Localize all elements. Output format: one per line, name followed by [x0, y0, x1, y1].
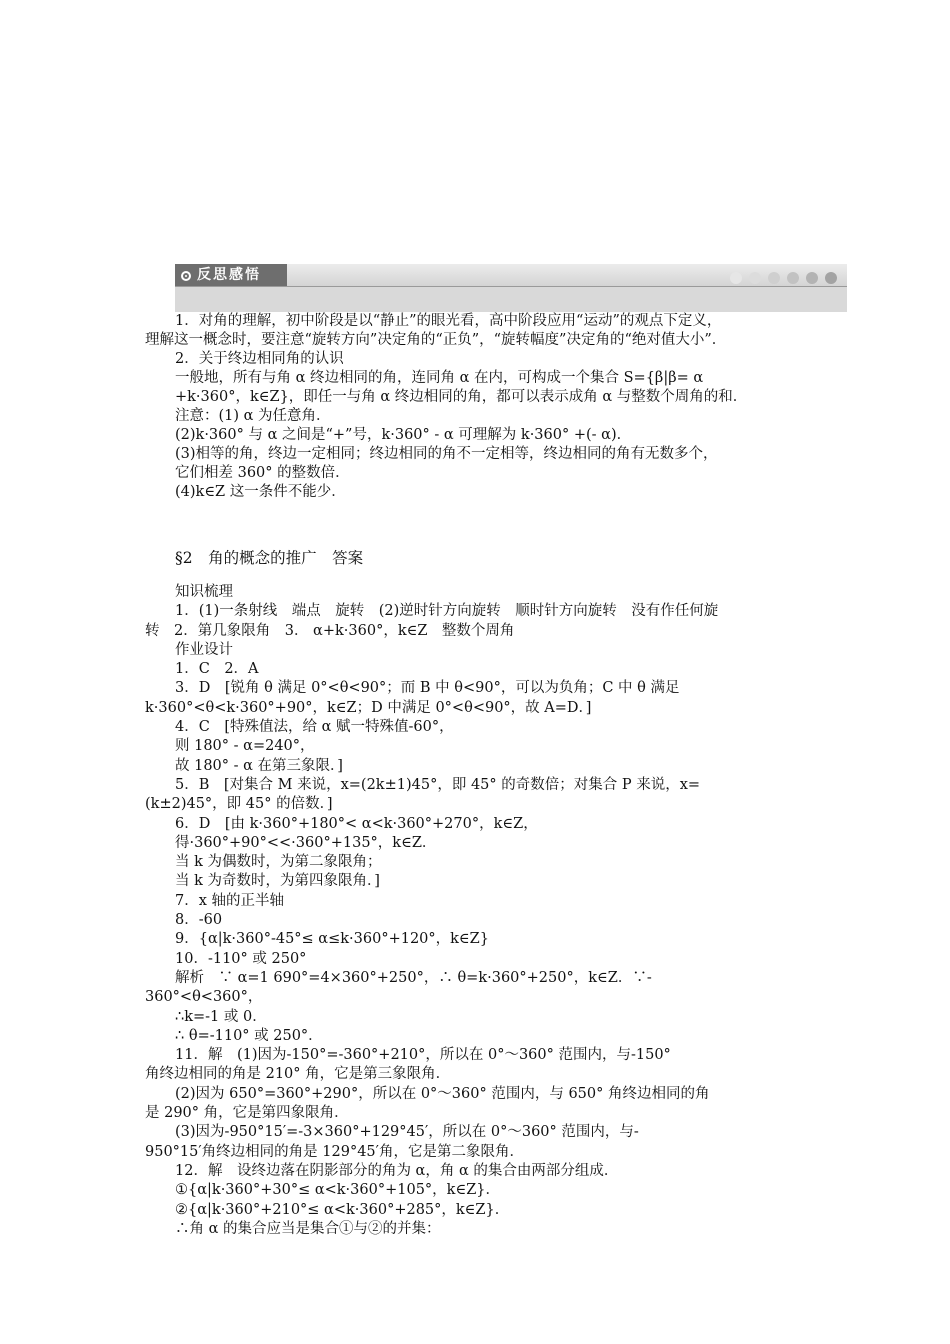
text-line: 6．D [由 k·360°+180°< α<k·360°+270°，k∈Z， [175, 815, 538, 832]
text-line: k·360°<θ<k·360°+90°，k∈Z；D 中满足 0°<θ<90°，故 A=D．] [145, 699, 592, 716]
decorative-dot [730, 272, 742, 284]
text-line: 360°<θ<360°， [145, 989, 263, 1006]
text-line: 知识梳理 [175, 584, 233, 600]
text-line: 10．-110° 或 250° [175, 950, 307, 967]
decorative-dot [787, 272, 799, 284]
text-line: 是 290° 角，它是第四象限角． [145, 1105, 349, 1122]
text-line: (3)因为-950°15′=-3×360°+129°45′，所以在 0°～360° 范围内，与- [175, 1124, 639, 1141]
text-line: 解析 ∵ α=1 690°=4×360°+250°，∴ θ=k·360°+250°，k∈Z．∵- [175, 969, 652, 986]
text-line: 1．对角的理解，初中阶段是以“静止”的眼光看，高中阶段应用“运动”的观点下定义， [175, 313, 722, 329]
text-line: 4．C [特殊值法，给 α 赋一特殊值-60°， [175, 719, 454, 736]
text-line: 5．B [对集合 M 来说，x=(2k±1)45°，即 45° 的奇数倍；对集合 P 来说，x= [175, 776, 701, 793]
text-line: (3)相等的角，终边一定相同；终边相同的角不一定相等，终边相同的角有无数多个， [175, 446, 718, 462]
text-line: 理解这一概念时，要注意“旋转方向”决定角的“正负”，“旋转幅度”决定角的“绝对值大小”． [145, 332, 727, 348]
text-line: (2)因为 650°=360°+290°，所以在 0°～360° 范围内，与 650° 角终边相同的角 [175, 1085, 710, 1102]
decorative-dot [825, 272, 837, 284]
text-line: 作业设计 [175, 641, 233, 658]
text-line: 得·360°+90°<<·360°+135°，k∈Z． [175, 834, 437, 851]
text-line: ∴角 α 的集合应当是集合①与②的并集： [175, 1220, 441, 1237]
reflection-text [145, 312, 810, 502]
banner-divider [175, 286, 847, 287]
text-line: 7．x 轴的正半轴 [175, 892, 285, 909]
reflection-banner-title: 反思感悟 [197, 267, 261, 283]
text-line: 一般地，所有与角 α 终边相同的角，连同角 α 在内，可构成一个集合 S={β|β= α [175, 370, 704, 386]
text-line: 故 180° - α 在第三象限．] [175, 757, 343, 774]
text-line: 当 k 为奇数时，为第四象限角．] [175, 873, 380, 890]
text-line: 3．D [锐角 θ 满足 0°<θ<90°；而 B 中 θ<90°，可以为负角；C 中 θ 满足 [175, 680, 680, 697]
text-line: 则 180° - α=240°， [175, 738, 315, 755]
text-line: 1．(1)一条射线 端点 旋转 (2)逆时针方向旋转 顺时针方向旋转 没有作任何旋 [175, 603, 719, 620]
banner-strip [287, 264, 847, 286]
reflection-banner [175, 264, 847, 312]
text-line: (4)k∈Z 这一条件不能少． [175, 484, 346, 500]
text-line: 1．C 2．A [175, 661, 259, 678]
text-line: 注意：(1) α 为任意角． [175, 408, 331, 424]
text-line: 2．关于终边相同角的认识 [175, 351, 344, 367]
text-line: 角终边相同的角是 210° 角，它是第三象限角． [145, 1066, 451, 1083]
text-line: ∴k=-1 或 0． [175, 1008, 267, 1025]
text-line: 950°15′角终边相同的角是 129°45′角，它是第二象限角． [145, 1143, 524, 1160]
reflection-banner-tab [175, 264, 287, 286]
text-line: 转 2．第几象限角 3． α+k·360°，k∈Z 整数个周角 [145, 622, 515, 639]
text-line: ∴ θ=-110° 或 250°． [175, 1027, 323, 1044]
text-line: 12．解 设终边落在阴影部分的角为 α，角 α 的集合由两部分组成． [175, 1162, 619, 1179]
text-line: ①{α|k·360°+30°≤ α<k·360°+105°，k∈Z}． [175, 1182, 500, 1199]
text-line: 11．解 (1)因为-150°=-360°+210°，所以在 0°～360° 范围内，与-150° [175, 1047, 671, 1064]
text-line: 它们相差 360° 的整数倍． [175, 465, 350, 481]
text-line: 当 k 为偶数时，为第二象限角； [175, 854, 382, 871]
decorative-dot [806, 272, 818, 284]
decorative-dot [749, 272, 761, 284]
text-line: ②{α|k·360°+210°≤ α<k·360°+285°，k∈Z}． [175, 1201, 510, 1218]
circle-bullet-icon [181, 271, 191, 281]
answers-text [145, 583, 810, 1239]
text-line: (k±2)45°，即 45° 的倍数．] [145, 796, 333, 813]
text-line: +k·360°，k∈Z}，即任一与角 α 终边相同的角，都可以表示成角 α 与整数个周角的和． [175, 389, 748, 405]
decorative-dot [768, 272, 780, 284]
text-line: (2)k·360° 与 α 之间是“+”号，k·360° - α 可理解为 k·360° +(- α)． [175, 427, 632, 443]
text-line: 8．-60 [175, 912, 223, 929]
text-line: 9．{α|k·360°-45°≤ α≤k·360°+120°，k∈Z} [175, 931, 489, 948]
section-title: §2 角的概念的推广 答案 [175, 549, 364, 567]
